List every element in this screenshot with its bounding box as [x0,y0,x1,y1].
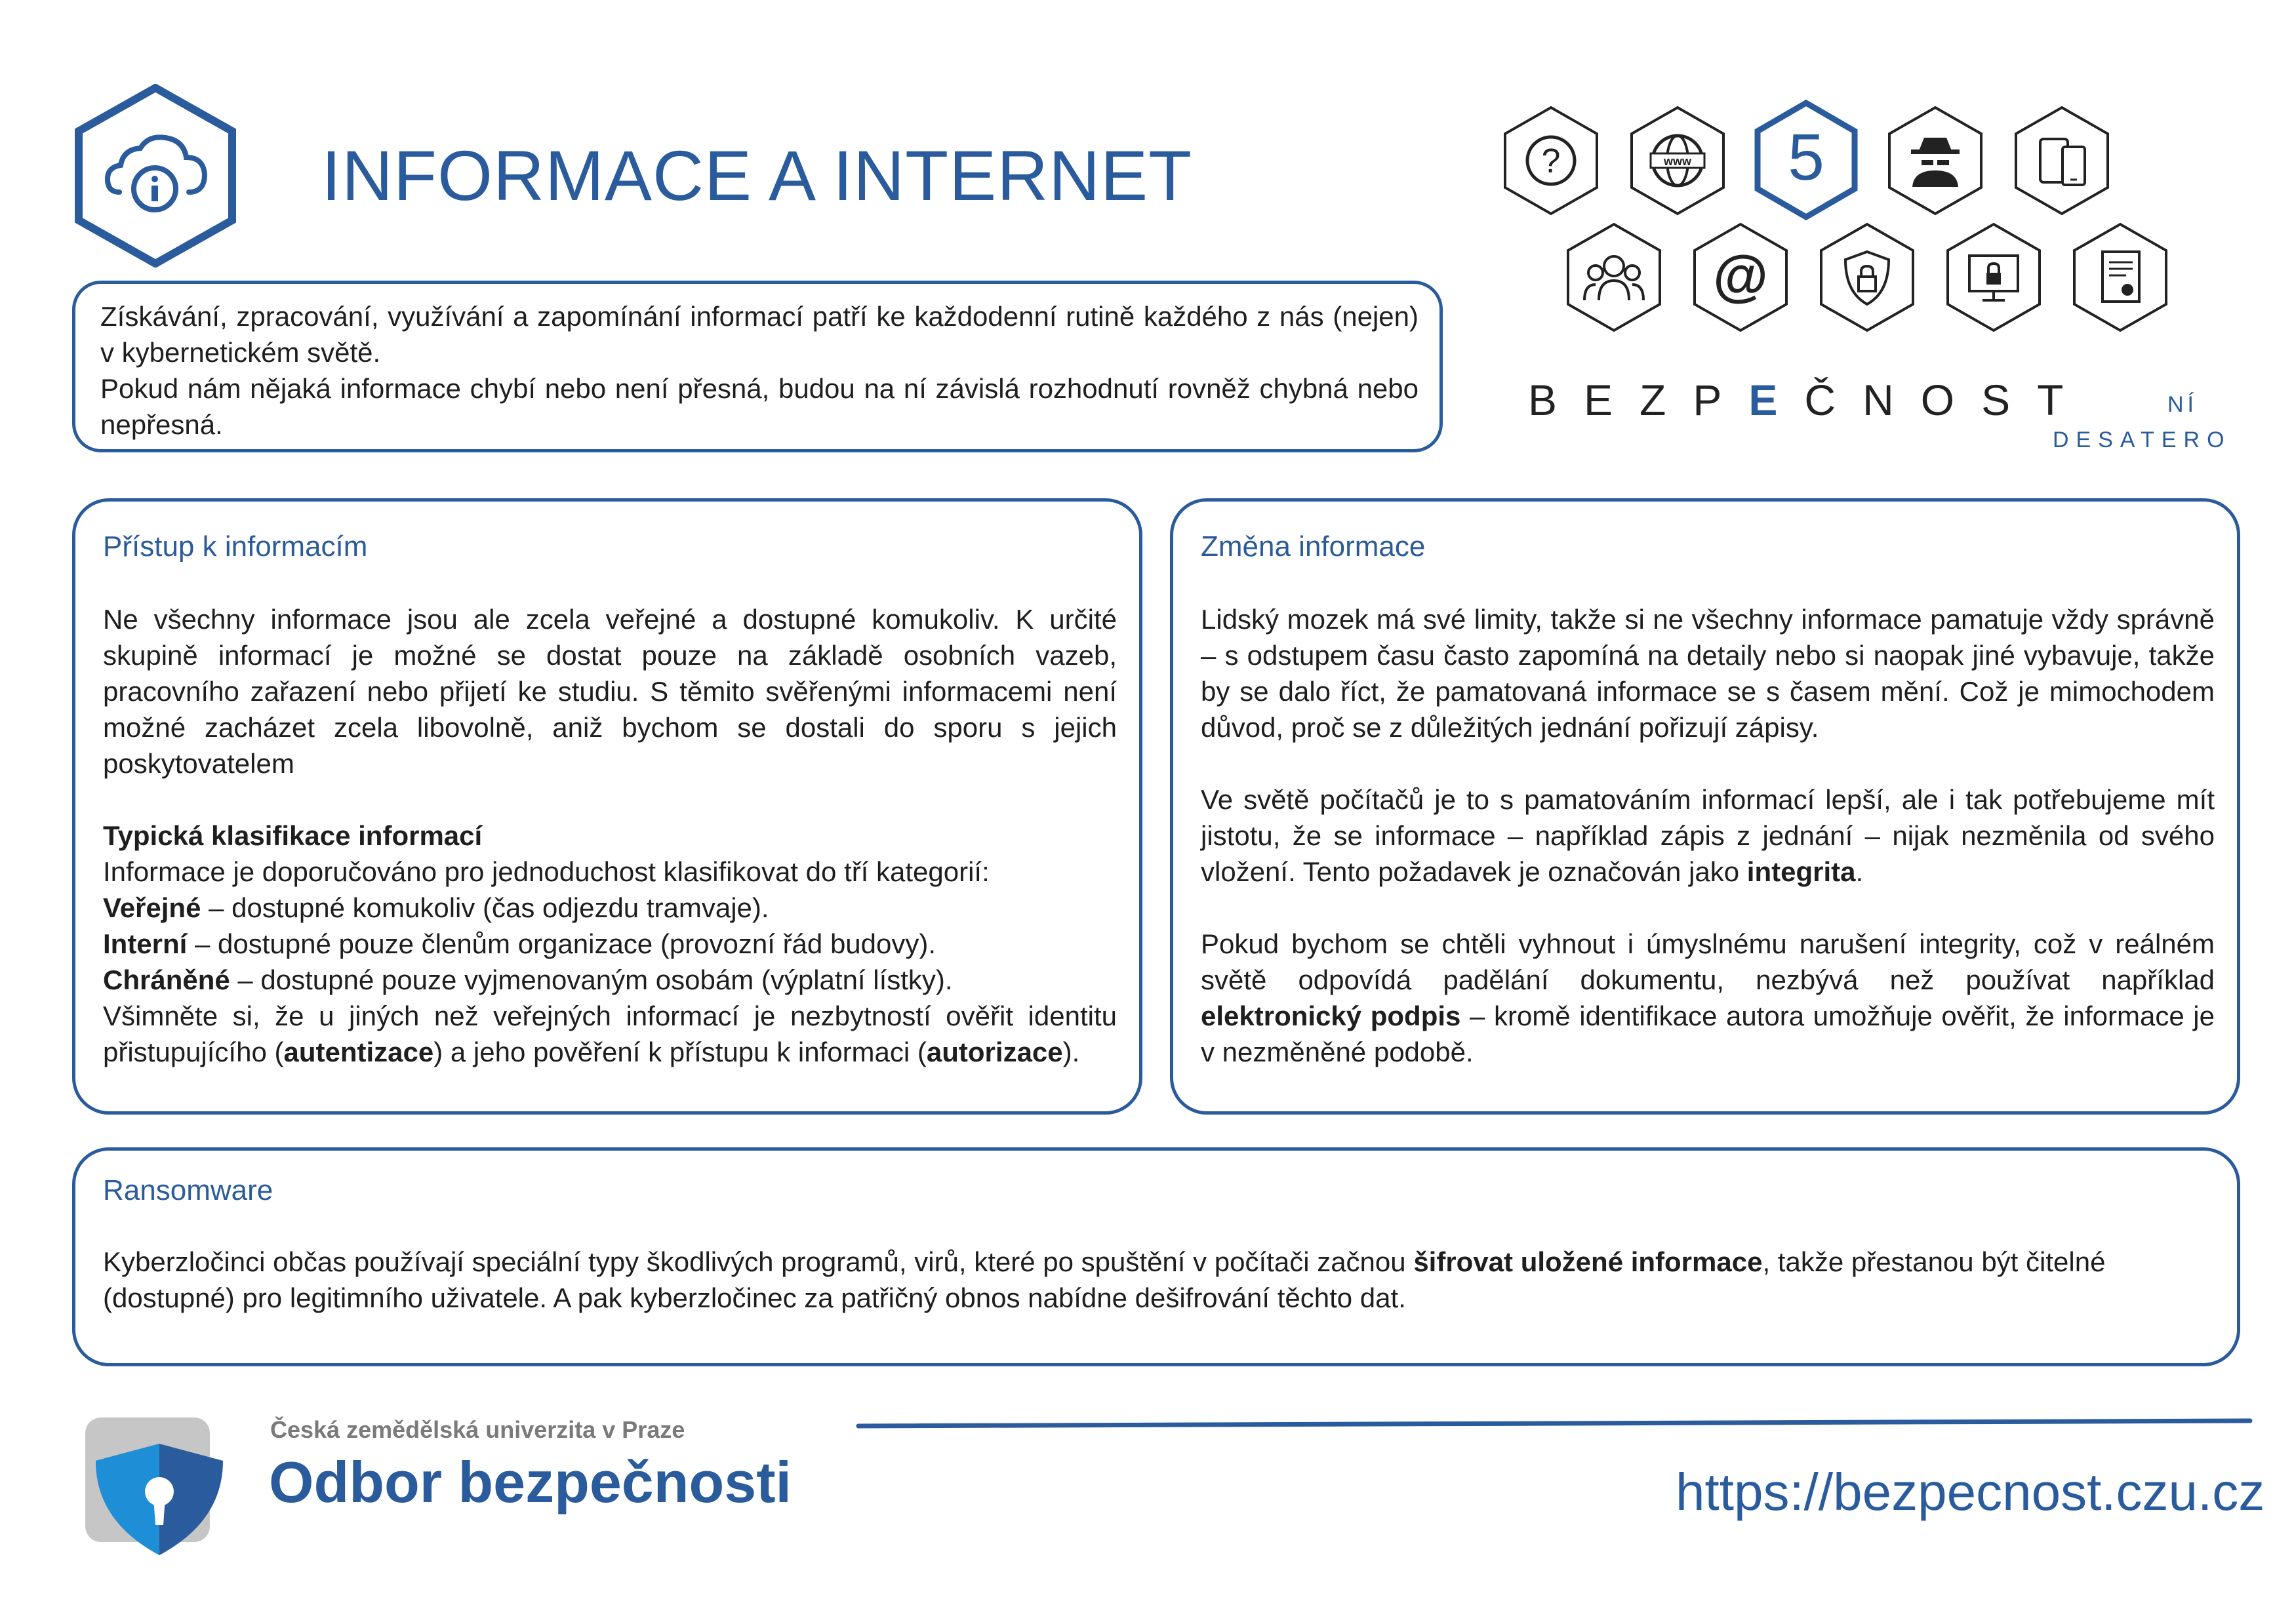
number-five-badge [1754,100,1859,220]
class-internal: Interní – dostupné pouze členům organizace (provozní řád budovy). [103,928,936,959]
class-public: Veřejné – dostupné komukoliv (čas odjezdu tramvaje). [103,892,769,923]
access-content [103,601,1117,1070]
svg-text:5: 5 [1788,121,1824,194]
shield-lock-icon [1818,222,1916,333]
spy-icon [1886,105,1984,216]
monitor-lock-icon [1944,222,2043,333]
change-para-1: Lidský mozek má své limity, takže si ne všechny informace pamatuje vždy správně – s odstupem času často zapomíná na detaily nebo si naopak jiné vybavuje, takže by se dalo říct, že pamatovaná informace se s časem mění. Což je mimochodem důvod, proč se z důležitých jednání pořizují zápisy. [1201,604,2215,743]
website-link[interactable]: https://bezpecnost.czu.cz [1676,1463,2265,1521]
change-para-3: Pokud bychom se chtěli vyhnout i úmyslnému narušení integrity, což v reálném světě odpovídá padělání dokumentu, nezbývá než používat například elektronický podpis – kromě identifikace autora umožňuje ověřit, že informace je v nezměněné podobě. [1201,928,2215,1067]
certificate-icon [2071,222,2169,333]
access-title: Přístup k informacím [103,530,368,563]
footer-divider [856,1413,2253,1433]
mobile-devices-icon [2013,105,2111,216]
intro-line-1: Získávání, zpracování, využívání a zapomínání informací patří ke každodenní rutině každého z nás (nejen) v kybernetickém světě. [100,301,1419,368]
ransomware-title: Ransomware [103,1174,273,1206]
brand-subtitle: DESATERO [2053,427,2232,452]
change-content [1201,601,2215,1070]
brand-letters-post: ČNOST [1804,376,2091,424]
class-protected: Chráněné – dostupné pouze vyjmenovaným osobám (výplatní lístky). [103,964,953,995]
intro-text [100,298,1419,443]
department-name: Odbor bezpečnosti [269,1450,792,1515]
at-sign-icon [1691,222,1790,333]
classification-heading: Typická klasifikace informací [103,820,483,851]
classification-intro: Informace je doporučováno pro jednoduchost klasifikovat do tří kategorií: [103,856,990,887]
www-globe-icon [1628,105,1727,216]
access-box [72,498,1142,1115]
change-box [1170,498,2240,1115]
change-para-2: Ve světě počítačů je to s pamatováním informací lepší, ale i tak potřebujeme mít jistotu, že se informace – například zápis z jednání – nijak nezměnila od svého vložení. Tento požadavek je označován jako integrita. [1201,784,2215,887]
brand-letter-highlight: E [1748,376,1805,424]
svg-text:@: @ [1713,245,1768,307]
question-icon [1502,105,1600,216]
intro-line-2: Pokud nám nějaká informace chybí nebo není přesná, budou na ní závislá rozhodnutí rovněž chybná nebo nepřesná. [100,373,1419,440]
brand-letters-pre: BEZP [1528,376,1749,424]
page-title: INFORMACE A INTERNET [321,136,1193,215]
access-para-1: Ne všechny informace jsou ale zcela veřejné a dostupné komukoliv. K určité skupině informací je možné se dostat pouze na základě osobních vazeb, pracovního zařazení nebo přijetí ke studiu. S těmito svěřenými informacemi není možné zacházet zcela libovolně, aniž bychom se dostali do sporu s jejich poskytovatelem [103,604,1117,779]
change-title: Změna informace [1201,530,1426,563]
access-note: Všimněte si, že u jiných než veřejných informací je nezbytností ověřit identitu přistupujícího (autentizace) a jeho pověření k přístupu k informaci (autorizace). [103,1000,1117,1067]
czu-shield-logo-icon [84,1416,228,1560]
svg-text:www: www [1663,155,1692,168]
people-group-icon [1565,222,1663,333]
ransomware-box [72,1147,2240,1366]
svg-text:?: ? [1541,142,1561,180]
brand-suffix: NÍ [2167,392,2198,417]
brand-wordmark [1528,375,2090,425]
university-name: Česká zemědělská univerzita v Praze [270,1416,685,1443]
ransomware-text: Kyberzločinci občas používají speciální typy škodlivých programů, virů, které po spuštění v počítači začnou šifrovat uložené informace, takže přestanou být čitelné (dostupné) pro legitimního uživatele. A pak kyberzločinec za patřičný obnos nabídne dešifrování těchto dat. [103,1246,2106,1313]
intro-box [72,281,1443,452]
